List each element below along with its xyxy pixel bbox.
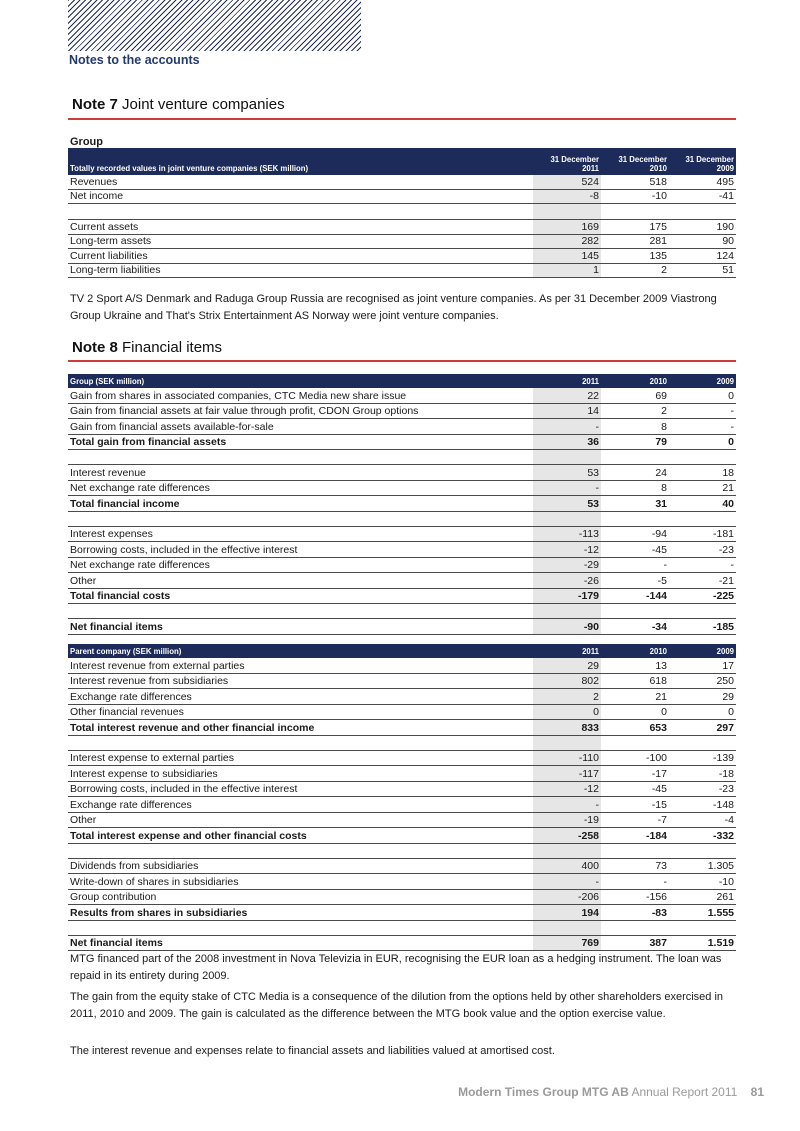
row-value: 8: [661, 482, 667, 494]
row-label: Borrowing costs, included in the effective interest: [70, 783, 298, 795]
note8-heading: Financial items: [122, 339, 223, 356]
row-value: 40: [722, 497, 734, 510]
row-value: -156: [645, 891, 667, 903]
highlight-column-cell: [533, 921, 601, 935]
row-label: Other: [70, 574, 97, 587]
footer-company: Modern Times Group MTG AB: [458, 1085, 629, 1099]
table-row: [68, 874, 736, 890]
row-label: Total interest revenue and other financial income: [70, 721, 315, 734]
row-value: 31: [655, 497, 667, 510]
row-value: 190: [716, 220, 734, 233]
row-value: -225: [712, 590, 734, 602]
page-footer: [458, 1085, 764, 1099]
row-value: 36: [587, 436, 599, 448]
row-label: Net financial items: [70, 937, 163, 949]
row-value: 0: [728, 436, 734, 448]
row-value: 53: [587, 466, 599, 479]
row-value: 653: [649, 721, 667, 734]
row-value: -12: [583, 543, 599, 556]
note7-paragraph: TV 2 Sport A/S Denmark and Raduga Group Russia are recognised as joint venture companies. As per 31 December 2009 Viastrong Group Ukraine and That's Strix Entertainment AS Norway were joint venture companies.: [70, 293, 717, 322]
note8-paragraph-2: The gain from the equity stake of CTC Media is a consequence of the dilution from the options held by other shareholders exercised in 2011, 2010 and 2009. The gain is calculated as the difference between the MTG book value and the option exercise value.: [70, 991, 724, 1020]
table-header: [68, 374, 736, 388]
table-row: [68, 797, 736, 813]
table-row: [68, 481, 736, 497]
row-value: 18: [722, 466, 734, 479]
table-row: [68, 190, 736, 205]
row-value: 0: [728, 706, 734, 718]
row-value: 22: [587, 389, 599, 402]
row-value: -7: [657, 814, 667, 826]
row-value: -117: [578, 767, 599, 780]
row-value: -23: [718, 543, 734, 556]
column-header-line1: 31 December: [550, 155, 599, 164]
row-value: 8: [661, 420, 667, 433]
row-value: -5: [657, 574, 667, 587]
table-row: [68, 235, 736, 250]
table-spacer-row: [68, 736, 736, 751]
row-value: 1.305: [707, 860, 734, 872]
table-header: [68, 148, 736, 175]
highlight-column-cell: [533, 204, 601, 219]
row-value: 618: [649, 675, 667, 687]
row-value: -10: [651, 190, 667, 202]
table-row: [68, 404, 736, 420]
row-label: Long-term assets: [70, 235, 152, 247]
column-header: 2010: [649, 647, 667, 656]
row-value: -181: [712, 528, 734, 540]
table-row: [68, 527, 736, 543]
row-value: -: [730, 405, 734, 417]
highlight-column-cell: [533, 604, 601, 618]
highlight-column-cell: [533, 736, 601, 750]
column-header-line2: 2009: [716, 164, 734, 173]
row-value: 518: [649, 175, 667, 188]
table-spacer-row: [68, 844, 736, 859]
row-value: -83: [651, 906, 667, 919]
row-value: 29: [587, 659, 599, 672]
row-value: 69: [655, 389, 667, 402]
table-row: [68, 813, 736, 829]
row-value: -185: [712, 620, 734, 633]
row-value: 250: [716, 675, 734, 687]
row-value: -206: [577, 891, 599, 903]
table-row: [68, 558, 736, 574]
row-value: 135: [649, 249, 667, 262]
column-header: 2010: [649, 377, 667, 386]
table-row: [68, 249, 736, 264]
row-value: -10: [718, 875, 734, 888]
row-label: Exchange rate differences: [70, 690, 192, 703]
row-value: -4: [724, 814, 734, 826]
row-value: 13: [655, 659, 667, 672]
row-value: -139: [712, 752, 734, 764]
table-row: [68, 542, 736, 558]
row-value: 2: [661, 264, 667, 276]
note7-number: Note 7: [72, 96, 118, 113]
row-value: -15: [651, 798, 667, 811]
row-value: -110: [578, 752, 599, 764]
row-value: 400: [581, 860, 599, 872]
row-value: -41: [718, 190, 734, 202]
row-value: -18: [718, 767, 734, 780]
column-header: [601, 155, 667, 173]
table-row: [68, 589, 736, 605]
row-value: 124: [716, 249, 734, 262]
row-label: Revenues: [70, 175, 118, 188]
row-label: Current liabilities: [70, 249, 148, 262]
row-value: 53: [587, 497, 599, 510]
section-label: Notes to the accounts: [69, 53, 200, 67]
row-value: 387: [649, 937, 667, 949]
row-value: -: [730, 420, 734, 433]
column-header-line1: 31 December: [685, 155, 734, 164]
table-spacer-row: [68, 604, 736, 619]
column-header: 2009: [716, 377, 734, 386]
row-value: 73: [655, 860, 667, 872]
row-value: -: [663, 875, 667, 888]
table-row: [68, 220, 736, 235]
table-spacer-row: [68, 450, 736, 465]
row-label: Borrowing costs, included in the effective interest: [70, 543, 298, 556]
row-value: -90: [583, 620, 599, 633]
table-spacer-row: [68, 204, 736, 220]
table-row: [68, 388, 736, 404]
row-value: 90: [722, 235, 734, 247]
row-value: 21: [655, 690, 667, 703]
row-label: Net income: [70, 190, 124, 202]
column-header-line2: 2010: [649, 164, 667, 173]
row-label: Other: [70, 814, 97, 826]
row-value: 169: [581, 220, 599, 233]
row-value: 495: [716, 175, 734, 188]
row-value: -45: [651, 543, 667, 556]
row-label: Total interest expense and other financial costs: [70, 829, 307, 842]
table-spacer-row: [68, 512, 736, 527]
column-header: [668, 155, 734, 173]
row-label: Current assets: [70, 220, 139, 233]
table-row: [68, 828, 736, 844]
row-value: 175: [649, 220, 667, 233]
table-row: [68, 658, 736, 674]
row-label: Interest expenses: [70, 528, 153, 540]
footer-report: Annual Report 2011: [631, 1085, 738, 1099]
row-value: 24: [655, 466, 667, 479]
row-label: Dividends from subsidiaries: [70, 860, 199, 872]
row-value: -332: [712, 829, 734, 842]
joint-venture-table: [68, 148, 736, 278]
row-value: -94: [651, 528, 667, 540]
row-value: 0: [593, 706, 599, 718]
row-value: 802: [581, 675, 599, 687]
table-row: [68, 674, 736, 690]
row-value: 833: [581, 721, 599, 734]
row-value: 1.555: [707, 906, 734, 919]
row-label: Interest expense to external parties: [70, 752, 235, 764]
table-row: [68, 496, 736, 512]
row-value: 281: [649, 235, 667, 247]
row-value: 14: [587, 405, 599, 417]
table-header-label: Parent company (SEK million): [70, 647, 182, 656]
row-value: -45: [651, 783, 667, 795]
row-value: -: [595, 875, 599, 888]
column-header: 2011: [582, 647, 599, 656]
parent-financial-items-table: [68, 644, 736, 951]
note7-rule: [68, 118, 736, 120]
row-value: -: [595, 798, 599, 811]
row-value: 29: [722, 690, 734, 703]
row-value: -19: [583, 814, 599, 826]
table-row: [68, 689, 736, 705]
header-hatch-pattern: [68, 0, 361, 51]
row-label: Gain from financial assets at fair value through profit, CDON Group options: [70, 405, 419, 417]
table-row: [68, 782, 736, 798]
table-header-label: Totally recorded values in joint venture companies (SEK million): [70, 164, 309, 173]
table-row: [68, 465, 736, 481]
row-value: -100: [645, 752, 667, 764]
page-number: 81: [750, 1085, 764, 1099]
row-value: -12: [583, 783, 599, 795]
row-label: Interest expense to subsidiaries: [70, 767, 218, 780]
column-header: [533, 155, 599, 173]
table-row: [68, 751, 736, 767]
row-label: Gain from financial assets available-for-sale: [70, 420, 274, 433]
table-row: [68, 705, 736, 721]
row-value: -23: [718, 783, 734, 795]
table-row: [68, 766, 736, 782]
column-header-line1: 31 December: [618, 155, 667, 164]
note7-heading: Joint venture companies: [122, 96, 285, 113]
row-value: -: [595, 420, 599, 433]
row-label: Net financial items: [70, 620, 163, 633]
row-label: Exchange rate differences: [70, 798, 192, 811]
row-value: -148: [712, 798, 734, 811]
row-value: 79: [655, 436, 667, 448]
row-value: 2: [661, 405, 667, 417]
note8-title: [72, 339, 222, 356]
row-value: -21: [718, 574, 734, 587]
row-value: 261: [716, 891, 734, 903]
row-value: 17: [722, 659, 734, 672]
column-header-line2: 2011: [582, 164, 599, 173]
row-value: -144: [645, 590, 667, 602]
row-value: -258: [577, 829, 599, 842]
row-value: -29: [583, 559, 599, 571]
row-value: 0: [661, 706, 667, 718]
row-label: Interest revenue from external parties: [70, 659, 245, 672]
row-value: -8: [589, 190, 599, 202]
table-header: [68, 644, 736, 658]
row-value: -34: [651, 620, 667, 633]
row-value: 145: [581, 249, 599, 262]
row-value: 1.519: [707, 937, 734, 949]
note8-paragraph-1: MTG financed part of the 2008 investment in Nova Televizia in EUR, recognising the EUR loan as a hedging instrument. The loan was repaid in its entirety during 2009.: [70, 953, 722, 982]
note8-number: Note 8: [72, 339, 118, 356]
row-value: 0: [728, 389, 734, 402]
note7-group-label: Group: [70, 136, 103, 148]
row-value: 1: [593, 264, 599, 276]
column-header: 2009: [716, 647, 734, 656]
table-row: [68, 720, 736, 736]
row-label: Net exchange rate differences: [70, 482, 210, 494]
table-row: [68, 175, 736, 190]
row-value: -184: [645, 829, 667, 842]
row-value: -: [730, 559, 734, 571]
table-row: [68, 905, 736, 921]
row-value: 2: [593, 690, 599, 703]
row-value: -113: [578, 528, 599, 540]
row-label: Interest revenue: [70, 466, 146, 479]
table-row: [68, 890, 736, 906]
row-value: -: [663, 559, 667, 571]
highlight-column-cell: [533, 844, 601, 858]
row-label: Total financial costs: [70, 590, 171, 602]
table-row: [68, 264, 736, 279]
row-label: Gain from shares in associated companies, CTC Media new share issue: [70, 389, 407, 402]
row-value: -: [595, 482, 599, 494]
table-header-label: Group (SEK million): [70, 377, 145, 386]
row-value: -17: [651, 767, 667, 780]
highlight-column-cell: [533, 450, 601, 464]
row-value: -26: [583, 574, 599, 587]
row-label: Interest revenue from subsidiaries: [70, 675, 229, 687]
row-value: 194: [581, 906, 599, 919]
row-value: -179: [577, 590, 599, 602]
table-row: [68, 435, 736, 451]
table-row: [68, 419, 736, 435]
row-label: Group contribution: [70, 891, 157, 903]
row-value: 769: [581, 937, 599, 949]
row-label: Results from shares in subsidiaries: [70, 906, 248, 919]
row-value: 21: [722, 482, 734, 494]
note8-paragraph-3: The interest revenue and expenses relate to financial assets and liabilities valued at amortised cost.: [70, 1045, 555, 1057]
row-label: Other financial revenues: [70, 706, 184, 718]
row-label: Long-term liabilities: [70, 264, 161, 276]
table-row: [68, 619, 736, 635]
note7-title: [72, 96, 285, 113]
row-label: Write-down of shares in subsidiaries: [70, 875, 239, 888]
row-label: Net exchange rate differences: [70, 559, 210, 571]
note8-rule: [68, 360, 736, 362]
table-row: [68, 859, 736, 875]
row-label: Total financial income: [70, 497, 180, 510]
row-label: Total gain from financial assets: [70, 436, 227, 448]
row-value: 524: [581, 175, 599, 188]
row-value: 51: [722, 264, 734, 276]
row-value: 297: [716, 721, 734, 734]
table-spacer-row: [68, 921, 736, 936]
group-financial-items-table: [68, 374, 736, 635]
highlight-column-cell: [533, 512, 601, 526]
table-row: [68, 573, 736, 589]
row-value: 282: [581, 235, 599, 247]
table-row: [68, 936, 736, 952]
column-header: 2011: [582, 377, 599, 386]
